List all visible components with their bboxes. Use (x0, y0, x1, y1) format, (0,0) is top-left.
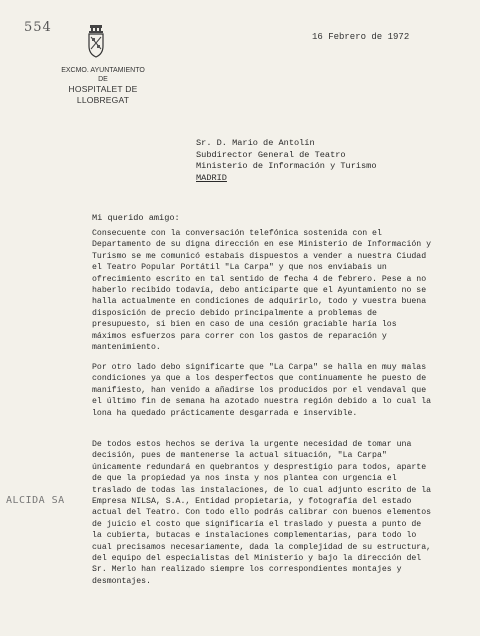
handwritten-number: 554 (24, 20, 52, 35)
letterhead-line-3: HOSPITALET DE LLOBREGAT (68, 84, 138, 105)
recipient-ministry: Ministerio de Información y Turismo (196, 161, 377, 171)
paragraph-1: Consecuente con la conversación telefónica sostenida con el Departamento de su digna dirección en ese Ministerio de Información y Turismo se me comunicó estabais dispuestos a vender a nuestra Ciudad el Teatro Popular Portátil "La Carpa" y que nos enviabais un ofrecimiento escrito en tal sentido de fecha 4 de febrero. Pese a no haberlo recibido todavía, debo anticiparte que el Ayuntamiento no se halla actualmente en condiciones de adquirirlo, todo y vuestra buena disposición de precio debido principalmente a problemas de presupuesto, si bien en caso de una cesión graciable haría los máximos esfuerzos para correr con los gastos de reparación y mantenimiento. (92, 229, 432, 353)
letterhead-line-1: EXCMO. AYUNTAMIENTO (61, 67, 145, 74)
city-crest-icon (86, 24, 106, 58)
letterhead-line-2: DE (98, 76, 108, 83)
recipient-city: MADRID (196, 172, 227, 183)
recipient-title: Subdirector General de Teatro (196, 149, 346, 160)
handwritten-margin-note: ALCIDA SA (6, 495, 65, 506)
paragraph-2: Por otro lado debo significarte que "La Carpa" se halla en muy malas condiciones ya que a los desperfectos que continuamente he puesto de manifiesto, han venido a añadirse los producidos por el vendaval que el último fin de semana ha azotado nuestra región debido a lo cual la lona ha quedado prácticamente desgarrada e inservible. (92, 363, 432, 418)
recipient-block (196, 138, 377, 184)
letterhead (44, 66, 162, 106)
letter-date: 16 Febrero de 1972 (312, 32, 410, 42)
paragraph-3: De todos estos hechos se deriva la urgente necesidad de tomar una decisión, pues de mantenerse la actual situación, "La Carpa" únicamente redundará en quebrantos y desprestigio para todos, aparte de que la propiedad ya nos insta y nos plantea con urgencia el traslado de todas las instalaciones, de lo cual adjunto escrito de la Empresa NILSA, S.A., Entidad propietaria, y fotografía del estado actual del Teatro. Con todo ello podrás calibrar con buenos elementos de juicio el costo que significaría el traslado y puesta a punto de la cubierta, butacas e instalaciones complementarias, para todo lo cual precisamos necesariamente, dada la complejidad de su estructura, del equipo del especialistas del Ministerio y bajo la dirección del Sr. Merlo han realizado siempre los correspondientes montajes y desmontajes. (92, 440, 432, 586)
salutation: Mi querido amigo: (92, 213, 180, 223)
recipient-name: Sr. D. Mario de Antolín (196, 138, 315, 148)
